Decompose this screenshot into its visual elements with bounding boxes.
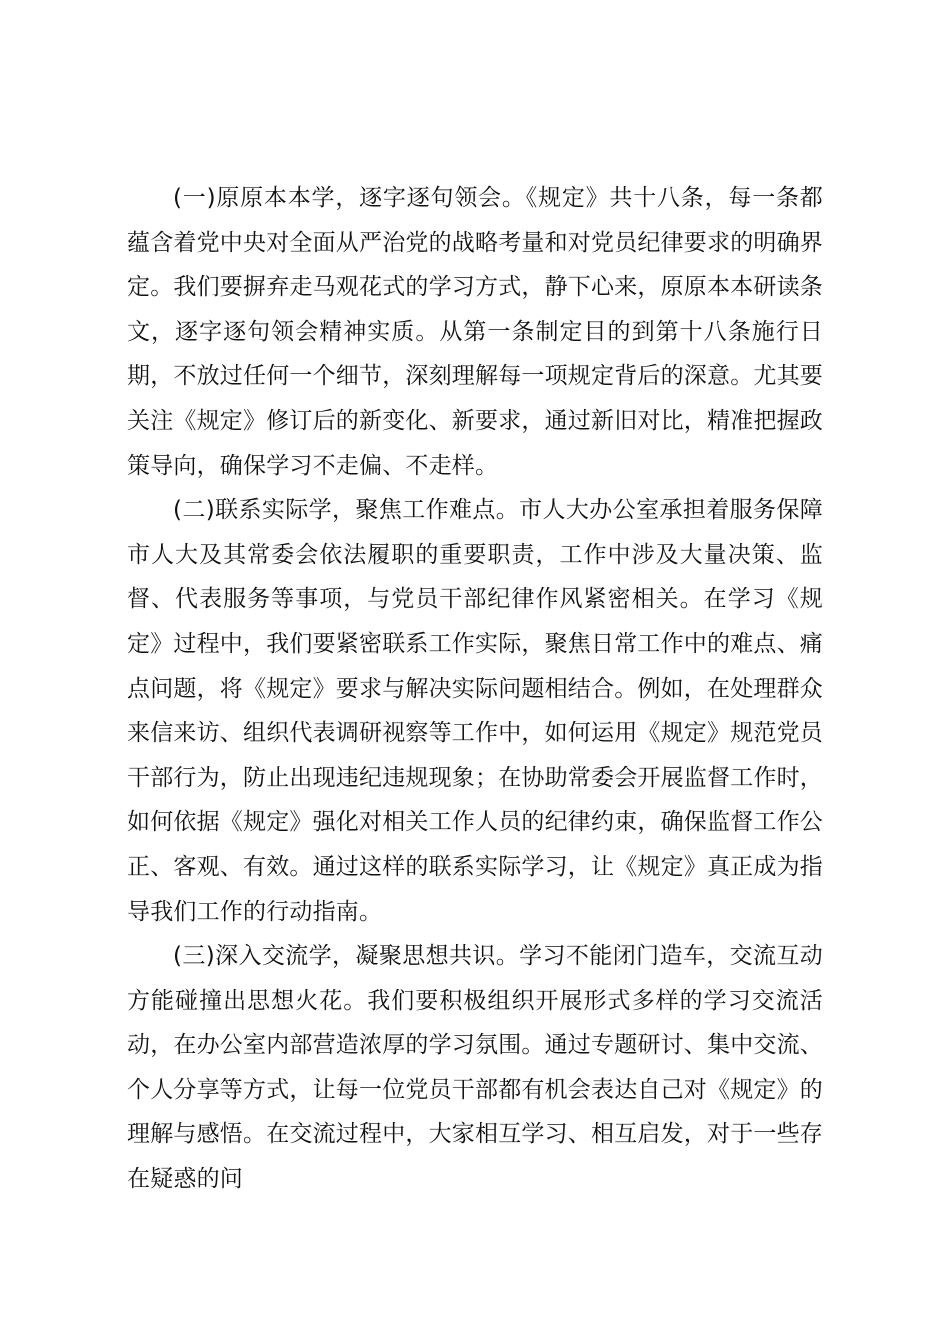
paragraph-2: (二)联系实际学，聚焦工作难点。市人大办公室承担着服务保障市人大及其常委会依法履职的重要职责，工作中涉及大量决策、监督、代表服务等事项，与党员干部纪律作风紧密相关。在学习《规定》过程中，我们要紧密联系工作实际，聚焦日常工作中的难点、痛点问题，将《规定》要求与解决实际问题相结合。例如，在处理群众来信来访、组织代表调研视察等工作中，如何运用《规定》规范党员干部行为，防止出现违纪违规现象；在协助常委会开展监督工作时，如何依据《规定》强化对相关工作人员的纪律约束，确保监督工作公正、客观、有效。通过这样的联系实际学习，让《规定》真正成为指导我们工作的行动指南。: [127, 497, 823, 925]
paragraph-1: (一)原原本本学，逐字逐句领会。《规定》共十八条，每一条都蕴含着党中央对全面从严治党的战略考量和对党员纪律要求的明确界定。我们要摒弃走马观花式的学习方式，静下心来，原原本本研读条文，逐字逐句领会精神实质。从第一条制定目的到第十八条施行日期，不放过任何一个细节，深刻理解每一项规定背后的深意。尤其要关注《规定》修订后的新变化、新要求，通过新旧对比，精准把握政策导向，确保学习不走偏、不走样。: [127, 185, 823, 479]
paragraph-3: (三)深入交流学，凝聚思想共识。学习不能闭门造车，交流互动方能碰撞出思想火花。我们要积极组织开展形式多样的学习交流活动，在办公室内部营造浓厚的学习氛围。通过专题研讨、集中交流、个人分享等方式，让每一位党员干部都有机会表达自己对《规定》的理解与感悟。在交流过程中，大家相互学习、相互启发，对于一些存在疑惑的问: [127, 943, 823, 1193]
document-body: [127, 176, 823, 1202]
